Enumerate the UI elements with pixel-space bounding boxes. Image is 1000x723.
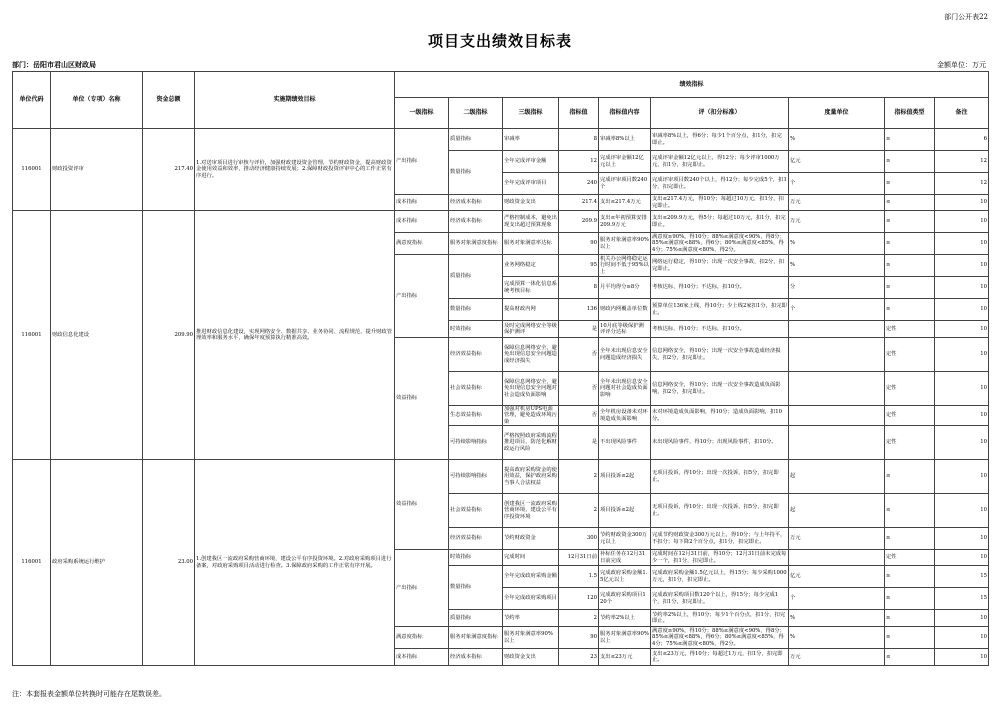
level1-cell: 满意度指标 bbox=[395, 627, 449, 649]
value-type-cell: ≤ bbox=[885, 211, 935, 233]
content-cell: 机关办公网络稳定运行时间不低于95%以上 bbox=[600, 255, 649, 275]
value-type-cell: ≥ bbox=[885, 233, 935, 255]
scoring-cell: 节约率2%以上，得10分；每少1个百分点，扣1分，扣完即止。 bbox=[651, 610, 789, 627]
measure-unit-cell: % bbox=[789, 233, 885, 255]
content-cell: 全年未出现信息安全问题对社会造成负面影响 bbox=[599, 372, 651, 406]
value-cell: 8 bbox=[559, 277, 599, 299]
level2-cell: 服务对象满意度指标 bbox=[449, 233, 503, 255]
level1-cell: 成本指标 bbox=[395, 211, 449, 233]
content-cell: 10月底等级保护测评评分达标 bbox=[599, 321, 651, 338]
level1-cell: 产出指标 bbox=[395, 129, 449, 195]
table-row bbox=[13, 211, 989, 233]
measure-unit-cell: % bbox=[789, 610, 885, 627]
level3-cell: 财政资金支出 bbox=[503, 649, 559, 666]
measure-unit-cell bbox=[789, 426, 885, 460]
measure-unit-cell: 起 bbox=[789, 494, 885, 528]
value-type-cell: ≤ bbox=[885, 195, 935, 211]
level1-cell: 效益指标 bbox=[395, 460, 449, 550]
scoring-cell: 未出现风险事件，得10分；出现风险事件，扣10分。 bbox=[651, 426, 789, 460]
level3-cell: 全年完成评审金额 bbox=[503, 151, 559, 173]
measure-unit-cell bbox=[789, 550, 885, 566]
measure-unit-cell: 个 bbox=[789, 299, 885, 321]
value-cell: 否 bbox=[559, 372, 599, 406]
scoring-cell: 支出≤209.9万元，得5分；每超过10万元，扣1分，扣完即止。 bbox=[651, 211, 789, 233]
total-funds-cell: 217.40 bbox=[143, 129, 195, 211]
measure-unit-cell: 万元 bbox=[789, 528, 885, 550]
value-cell: 是 bbox=[559, 321, 599, 338]
scoring-cell: 考核达标，得10分；不达标，扣10分。 bbox=[651, 277, 789, 299]
scoring-cell: 满意度≥90%，得10分；88%≤满意度<90%，得8分；85%≤满意度<88%，得6分；80%≤满意度<85%，得4分；75%≤满意度<80%，得2分。 bbox=[651, 233, 789, 255]
value-type-cell: 定性 bbox=[885, 406, 935, 426]
value-type-cell: ≥ bbox=[885, 566, 935, 588]
value-cell: 12月31日前 bbox=[559, 550, 599, 566]
value-cell: 12 bbox=[559, 151, 599, 173]
level2-cell: 数量指标 bbox=[449, 299, 503, 321]
unit-code-cell: 116001 bbox=[13, 460, 51, 666]
footnote: 注：本套报表金额单位转换时可能存在尾数误差。 bbox=[12, 690, 166, 698]
value-cell: 95 bbox=[559, 255, 599, 277]
remark-cell: 10 bbox=[935, 649, 989, 666]
department-label: 部门：岳阳市君山区财政局 bbox=[12, 60, 96, 69]
level2-cell: 经济效益指标 bbox=[449, 528, 503, 550]
total-funds-cell: 23.00 bbox=[143, 460, 195, 666]
header-unit-code: 单位代码 bbox=[13, 72, 51, 129]
value-cell: 300 bbox=[559, 528, 599, 550]
value-cell: 217.4 bbox=[559, 195, 599, 211]
content-cell: 支出≤217.4万元 bbox=[599, 195, 651, 211]
period-goal-cell: 1.创建我区一流政府采购营商环境，建设公平有序投资环境。2.对政府采购项目进行备案，对政府采购项目活动进行检查。3.保障政府采购的工作正常有序开展。 bbox=[195, 460, 395, 666]
remark-cell: 10 bbox=[935, 255, 989, 277]
measure-unit-cell: 个 bbox=[789, 588, 885, 610]
value-type-cell: ≤ bbox=[885, 460, 935, 494]
value-type-cell: 定性 bbox=[885, 372, 935, 406]
level3-cell: 服务对象满意率达标 bbox=[503, 233, 559, 255]
value-cell: 240 bbox=[559, 173, 599, 195]
remark-cell: 12 bbox=[935, 151, 989, 173]
value-type-cell: 定性 bbox=[885, 550, 935, 566]
content-cell: 项目投诉≤2起 bbox=[599, 460, 651, 494]
level2-cell: 可持续影响指标 bbox=[449, 460, 503, 494]
remark-cell: 10 bbox=[935, 277, 989, 299]
header-measure-unit: 度量单位 bbox=[789, 98, 885, 129]
header-level2: 二级指标 bbox=[449, 98, 503, 129]
level2-cell: 数量指标 bbox=[449, 566, 503, 610]
unit-code-cell: 116001 bbox=[13, 211, 51, 460]
page-title: 项目支出绩效目标表 bbox=[427, 32, 572, 50]
remark-cell: 10 bbox=[935, 372, 989, 406]
performance-table bbox=[12, 71, 989, 666]
table-number-label: 部门公开表22 bbox=[944, 13, 988, 21]
level2-cell: 质量指标 bbox=[449, 610, 503, 627]
level2-cell: 生态效益指标 bbox=[449, 406, 503, 426]
level2-cell: 社会效益指标 bbox=[449, 372, 503, 406]
level3-cell: 审减率 bbox=[503, 129, 559, 151]
level3-cell: 及时完成网络安全等级保护测评 bbox=[503, 321, 559, 338]
remark-cell: 15 bbox=[935, 588, 989, 610]
value-cell: 90 bbox=[559, 233, 599, 255]
remark-cell: 10 bbox=[935, 610, 989, 627]
header-scoring: 评（扣分标准） bbox=[651, 98, 789, 129]
scoring-cell: 完成节约财政资金300万元以上，得10分；与上年持平，不扣分；每下降2个百分点，扣1分，扣完即止。 bbox=[651, 528, 789, 550]
value-cell: 90 bbox=[559, 627, 599, 649]
level3-cell: 完成时间 bbox=[503, 550, 559, 566]
scoring-cell: 完成政府采购项目数120个以上，得15分；每少完成1个，扣1分，扣完即止。 bbox=[651, 588, 789, 610]
level2-cell: 数量指标 bbox=[449, 151, 503, 195]
scoring-cell: 信息网络安全，得10分；出现一次安全事故造成经济损失，扣2分，扣完即止。 bbox=[651, 338, 789, 372]
header-remark: 备注 bbox=[935, 98, 989, 129]
value-type-cell: ≥ bbox=[885, 627, 935, 649]
content-cell: 节约率2%以上 bbox=[599, 610, 651, 627]
content-cell: 支出≤年初预算安排209.9万元 bbox=[599, 211, 651, 233]
level2-cell: 时效指标 bbox=[449, 550, 503, 566]
level3-cell: 全年完成政府采购项目 bbox=[503, 588, 559, 610]
value-type-cell: ≥ bbox=[885, 173, 935, 195]
unit-name-cell: 财政信息化建设 bbox=[51, 211, 143, 460]
remark-cell: 10 bbox=[935, 528, 989, 550]
scoring-cell: 无项目投诉，得10分；出现一次投诉，扣5分，扣完即止。 bbox=[651, 494, 789, 528]
value-cell: 136 bbox=[559, 299, 599, 321]
remark-cell: 10 bbox=[935, 211, 989, 233]
value-cell: 2 bbox=[559, 610, 599, 627]
level3-cell: 节约财政资金 bbox=[503, 528, 559, 550]
value-cell: 120 bbox=[559, 588, 599, 610]
scoring-cell: 完成政府采购金额1.5亿元以上，得15分；每少采购1000万元，扣1分，扣完即止。 bbox=[651, 566, 789, 588]
content-cell: 完成政府采购金额1.5亿元以上 bbox=[599, 566, 651, 588]
level1-cell: 产出指标 bbox=[395, 255, 449, 338]
unit-name-cell: 政府采购系统运行维护 bbox=[51, 460, 143, 666]
measure-unit-cell: 起 bbox=[789, 460, 885, 494]
remark-cell: 10 bbox=[935, 627, 989, 649]
scoring-cell: 考核达标，得10分；不达标，扣10分。 bbox=[651, 321, 789, 338]
remark-cell: 10 bbox=[935, 195, 989, 211]
scoring-cell: 满意度≥90%，得10分；88%≤满意度<90%，得8分；85%≤满意度<88%，得6分；80%≤满意度<85%，得4分；75%≤满意度<80%，得2分。 bbox=[651, 627, 789, 649]
value-type-cell: ≥ bbox=[885, 528, 935, 550]
value-type-cell: 定性 bbox=[885, 338, 935, 372]
measure-unit-cell: 个 bbox=[789, 173, 885, 195]
value-type-cell: ≤ bbox=[885, 649, 935, 666]
level2-cell: 经济效益指标 bbox=[449, 338, 503, 372]
value-cell: 1.5 bbox=[559, 566, 599, 588]
measure-unit-cell bbox=[789, 372, 885, 406]
value-cell: 2 bbox=[559, 494, 599, 528]
remark-cell: 10 bbox=[935, 550, 989, 566]
level2-cell: 经济成本指标 bbox=[449, 195, 503, 211]
header-period-goal: 实施期绩效目标 bbox=[195, 72, 395, 129]
value-type-cell: 定性 bbox=[885, 321, 935, 338]
scoring-cell: 未对环境造成负面影响，得10分；造成负面影响，扣10分。 bbox=[651, 406, 789, 426]
level3-cell: 提高政府采购资金的使用效益，保护政府采购当事人合法权益 bbox=[503, 460, 559, 494]
remark-cell: 10 bbox=[935, 426, 989, 460]
measure-unit-cell bbox=[789, 321, 885, 338]
level1-cell: 产出指标 bbox=[395, 550, 449, 627]
measure-unit-cell: 万元 bbox=[789, 649, 885, 666]
measure-unit-cell bbox=[789, 406, 885, 426]
level1-cell: 满意度指标 bbox=[395, 233, 449, 255]
value-cell: 是 bbox=[559, 426, 599, 460]
header-performance-indicators: 绩效指标 bbox=[395, 72, 989, 98]
measure-unit-cell: % bbox=[789, 129, 885, 151]
measure-unit-cell: 亿元 bbox=[789, 566, 885, 588]
value-type-cell: ≤ bbox=[885, 494, 935, 528]
measure-unit-cell: 万元 bbox=[789, 195, 885, 211]
amount-unit-label: 金额单位：万元 bbox=[937, 61, 986, 69]
content-cell: 审减率8%以上 bbox=[599, 129, 651, 151]
scoring-cell: 完成时间在12月31日前，得10分；12月31日前未完成每少一个，扣1分，扣完即止。 bbox=[651, 550, 789, 566]
level1-cell: 效益指标 bbox=[395, 338, 449, 460]
content-cell: 项目投诉≤2起 bbox=[599, 494, 651, 528]
value-type-cell: 定性 bbox=[885, 426, 935, 460]
content-cell: 完成评审金额12亿元以上 bbox=[599, 151, 651, 173]
content-cell: 财政内网覆盖单位数 bbox=[599, 299, 651, 321]
level3-cell: 保障信息网络安全，避免出现信息安全问题对社会造成负面影响 bbox=[503, 372, 559, 406]
remark-cell: 10 bbox=[935, 460, 989, 494]
level3-cell: 业务网络稳定 bbox=[503, 255, 559, 277]
level2-cell: 服务对象满意度指标 bbox=[449, 627, 503, 649]
content-cell: 完成政府采购项目120个 bbox=[599, 588, 651, 610]
level3-cell: 服务对象满意率90%以上 bbox=[503, 627, 559, 649]
level3-cell: 全年完成政府采购金额 bbox=[503, 566, 559, 588]
value-type-cell: ≥ bbox=[885, 151, 935, 173]
header-level3: 三级指标 bbox=[503, 98, 559, 129]
value-type-cell: ≥ bbox=[885, 610, 935, 627]
period-goal-cell: 1.对送审项目进行审核与评价，加强财政建设资金管理，节约财政资金，提高财政资金使用效益和效率，推动经济健康持续发展；2.保障财政投资评审中心的工作正常有序进行。 bbox=[195, 129, 395, 211]
header-value: 指标值 bbox=[559, 98, 599, 129]
value-cell: 23 bbox=[559, 649, 599, 666]
level3-cell: 完成预算一体化信息系统考核目标 bbox=[503, 277, 559, 299]
remark-cell: 10 bbox=[935, 406, 989, 426]
content-cell: 补标任务在12月31日前完成 bbox=[599, 550, 651, 566]
content-cell: 支出≤23万元 bbox=[599, 649, 651, 666]
value-cell: 209.9 bbox=[559, 211, 599, 233]
level1-cell: 成本指标 bbox=[395, 649, 449, 666]
remark-cell: 10 bbox=[935, 494, 989, 528]
scoring-cell: 完成评审项目数240个以上，得12分；每少完成5个，扣1分，扣完即止。 bbox=[651, 173, 789, 195]
content-cell: 月平均得分≥8分 bbox=[599, 277, 651, 299]
value-type-cell: ≥ bbox=[885, 299, 935, 321]
unit-code-cell: 116001 bbox=[13, 129, 51, 211]
measure-unit-cell bbox=[789, 338, 885, 372]
level3-cell: 创建我区一流政府采购营商环境，建设公平有序投资环境 bbox=[503, 494, 559, 528]
value-cell: 否 bbox=[559, 338, 599, 372]
content-cell: 节约财政资金300万元以上 bbox=[599, 528, 651, 550]
content-cell: 全年未出现信息安全问题造成经济损失 bbox=[599, 338, 651, 372]
scoring-cell: 无项目投诉，得10分；出现一次投诉，扣5分，扣完即止。 bbox=[651, 460, 789, 494]
total-funds-cell: 209.90 bbox=[143, 211, 195, 460]
scoring-cell: 审减率8%以上，得6分；每少1个百分点，扣1分，扣完即止。 bbox=[651, 129, 789, 151]
header-level1: 一级指标 bbox=[395, 98, 449, 129]
content-cell: 不出现风险事件 bbox=[599, 426, 651, 460]
value-cell: 2 bbox=[559, 460, 599, 494]
level3-cell: 全年完成评审项目 bbox=[503, 173, 559, 195]
level2-cell: 质量指标 bbox=[449, 255, 503, 299]
header-value-type: 指标值类型 bbox=[885, 98, 935, 129]
remark-cell: 10 bbox=[935, 321, 989, 338]
level2-cell: 经济成本指标 bbox=[449, 211, 503, 233]
level3-cell: 严格控制成本，避免出现支出超过预算现象 bbox=[503, 211, 559, 233]
value-type-cell: ≥ bbox=[885, 588, 935, 610]
header-total-funds: 资金总额 bbox=[143, 72, 195, 129]
content-cell: 服务对象满意率90%以上 bbox=[599, 233, 651, 255]
remark-cell: 12 bbox=[935, 173, 989, 195]
scoring-cell: 网络运行稳定，得10分；出现一次安全事故，扣2分，扣完即止。 bbox=[651, 255, 789, 277]
header-content: 指标值内容 bbox=[599, 98, 651, 129]
measure-unit-cell: 万元 bbox=[789, 211, 885, 233]
level1-cell: 成本指标 bbox=[395, 195, 449, 211]
measure-unit-cell: % bbox=[789, 255, 885, 277]
level3-cell: 财政资金支出 bbox=[503, 195, 559, 211]
value-type-cell: ≥ bbox=[885, 129, 935, 151]
scoring-cell: 完成评审金额12亿元以上，得12分；每少评审1000万元，扣1分，扣完即止。 bbox=[651, 151, 789, 173]
scoring-cell: 支出≤23万元，得10分；每超过1万元，扣1分，扣完即止。 bbox=[651, 649, 789, 666]
level2-cell: 经济成本指标 bbox=[449, 649, 503, 666]
period-goal-cell: 推进财政信息化建设，实现网络安全、数据共享、业务协同、流程规范，提升财政管理效率和服务水平，确保年度预算执行精准高效。 bbox=[195, 211, 395, 460]
level2-cell: 质量指标 bbox=[449, 129, 503, 151]
value-cell: 否 bbox=[559, 406, 599, 426]
level3-cell: 保障信息网络安全，避免出现信息安全问题造成经济损失 bbox=[503, 338, 559, 372]
header-unit-name: 单位（专项）名称 bbox=[51, 72, 143, 129]
level2-cell: 可持续影响指标 bbox=[449, 426, 503, 460]
table-row bbox=[13, 129, 989, 151]
level3-cell: 提高财政内网 bbox=[503, 299, 559, 321]
content-cell: 全年机房设备未对环境造成负面影响 bbox=[599, 406, 651, 426]
content-cell: 服务对象满意率90%以上 bbox=[599, 627, 651, 649]
level3-cell: 加强对机房UPS电源管理，避免造成环境污染 bbox=[504, 406, 557, 425]
level3-cell: 严格按照政府采购流程推进项目，防范化解财政运行风险 bbox=[503, 426, 559, 460]
measure-unit-cell: 分 bbox=[789, 277, 885, 299]
scoring-cell: 信息网络安全，得10分；出现一次安全事故造成负面影响，扣2分，扣完即止。 bbox=[651, 372, 789, 406]
remark-cell: 15 bbox=[935, 566, 989, 588]
level2-cell: 社会效益指标 bbox=[449, 494, 503, 528]
remark-cell: 10 bbox=[935, 338, 989, 372]
remark-cell: 10 bbox=[935, 299, 989, 321]
level2-cell: 时效指标 bbox=[449, 321, 503, 338]
level3-cell: 节约率 bbox=[503, 610, 559, 627]
value-cell: 8 bbox=[559, 129, 599, 151]
content-cell: 完成评审项目数240个 bbox=[599, 173, 651, 195]
remark-cell: 10 bbox=[935, 233, 989, 255]
scoring-cell: 支出≤217.4万元，得10分；每超过10万元，扣1分，扣完即止。 bbox=[651, 195, 789, 211]
measure-unit-cell: 亿元 bbox=[789, 151, 885, 173]
value-type-cell: ≥ bbox=[885, 277, 935, 299]
table-row bbox=[13, 460, 989, 494]
remark-cell: 6 bbox=[935, 129, 989, 151]
value-type-cell: ≥ bbox=[885, 255, 935, 277]
scoring-cell: 预算单位136家上线，得10分；少上线2家扣1分，扣完即止。 bbox=[651, 299, 789, 321]
unit-name-cell: 财政投资评审 bbox=[51, 129, 143, 211]
measure-unit-cell: % bbox=[789, 627, 885, 649]
